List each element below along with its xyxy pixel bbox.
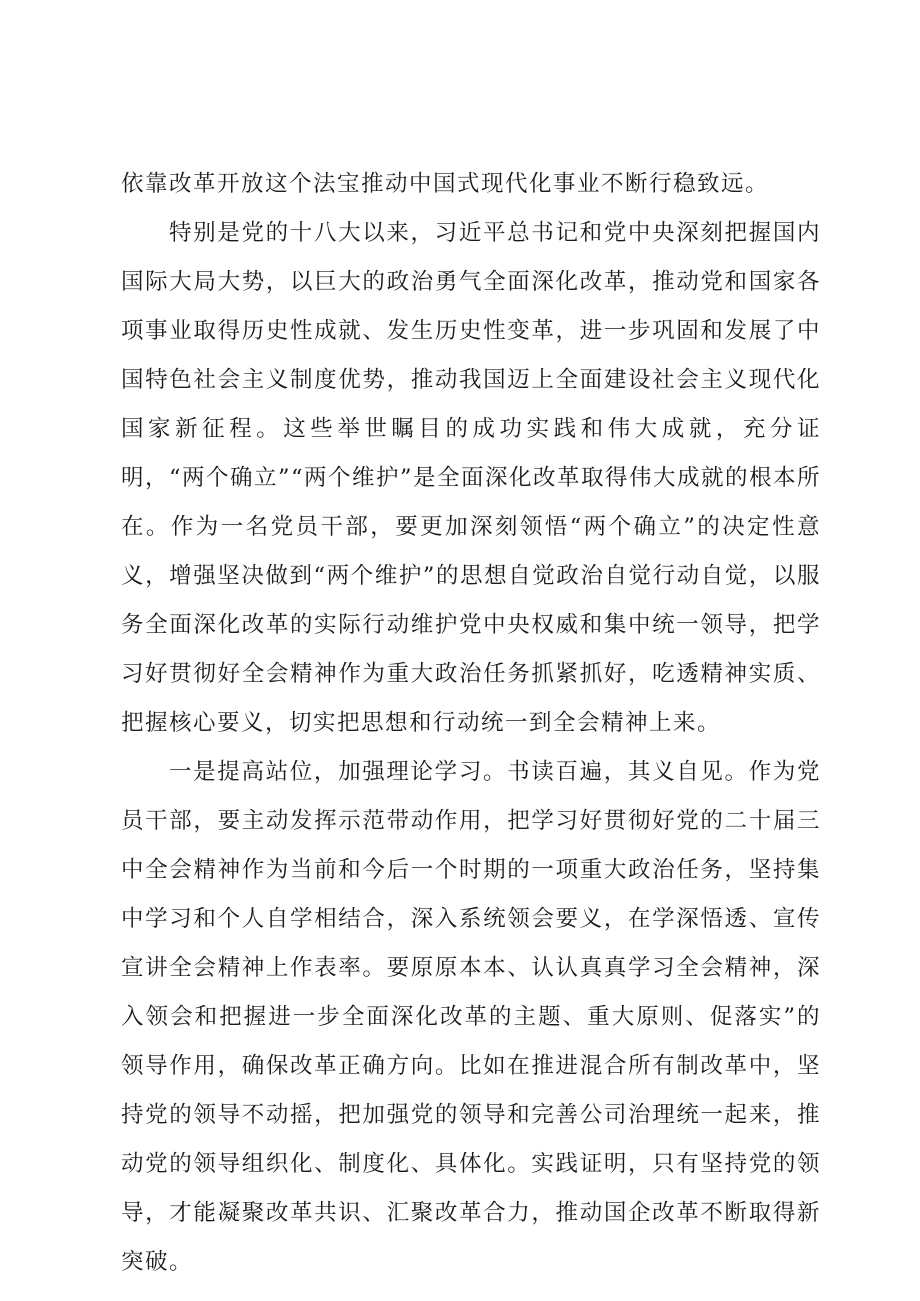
- paragraph-continuation: 依靠改革开放这个法宝推动中国式现代化事业不断行稳致远。: [121, 171, 770, 197]
- paragraph-theory-study: 一是提高站位，加强理论学习。书读百遍，其义自见。作为党员干部，要主动发挥示范带动作用，把学习好贯彻好党的二十届三中全会精神作为当前和今后一个时期的一项重大政治任务，坚持集中学习和个人自学相结合，深入系统领会要义，在学深悟透、宣传宣讲全会精神上作表率。要原原本本、认认真真学习全会精神，深入领会和把握进一步全面深化改革的主题、重大原则、促落实”的领导作用，确保改革正确方向。比如在推进混合所有制改革中，坚持党的领导不动摇，把加强党的领导和完善公司治理统一起来，推动党的领导组织化、制度化、具体化。实践证明，只有坚持党的领导，才能凝聚改革共识、汇聚改革合力，推动国企改革不断取得新突破。: [121, 759, 821, 1275]
- document-body: [121, 160, 821, 1287]
- paragraph-since-18th-congress: 特别是党的十八大以来，习近平总书记和党中央深刻把握国内国际大局大势，以巨大的政治勇气全面深化改革，推动党和国家各项事业取得历史性成就、发生历史性变革，进一步巩固和发展了中国特色社会主义制度优势，推动我国迈上全面建设社会主义现代化国家新征程。这些举世瞩目的成功实践和伟大成就，充分证明，“两个确立”“两个维护”是全面深化改革取得伟大成就的根本所在。作为一名党员干部，要更加深刻领悟“两个确立”的决定性意义，增强坚决做到“两个维护”的思想自觉政治自觉行动自觉，以服务全面深化改革的实际行动维护党中央权威和集中统一领导，把学习好贯彻好全会精神作为重大政治任务抓紧抓好，吃透精神实质、把握核心要义，切实把思想和行动统一到全会精神上来。: [121, 220, 822, 736]
